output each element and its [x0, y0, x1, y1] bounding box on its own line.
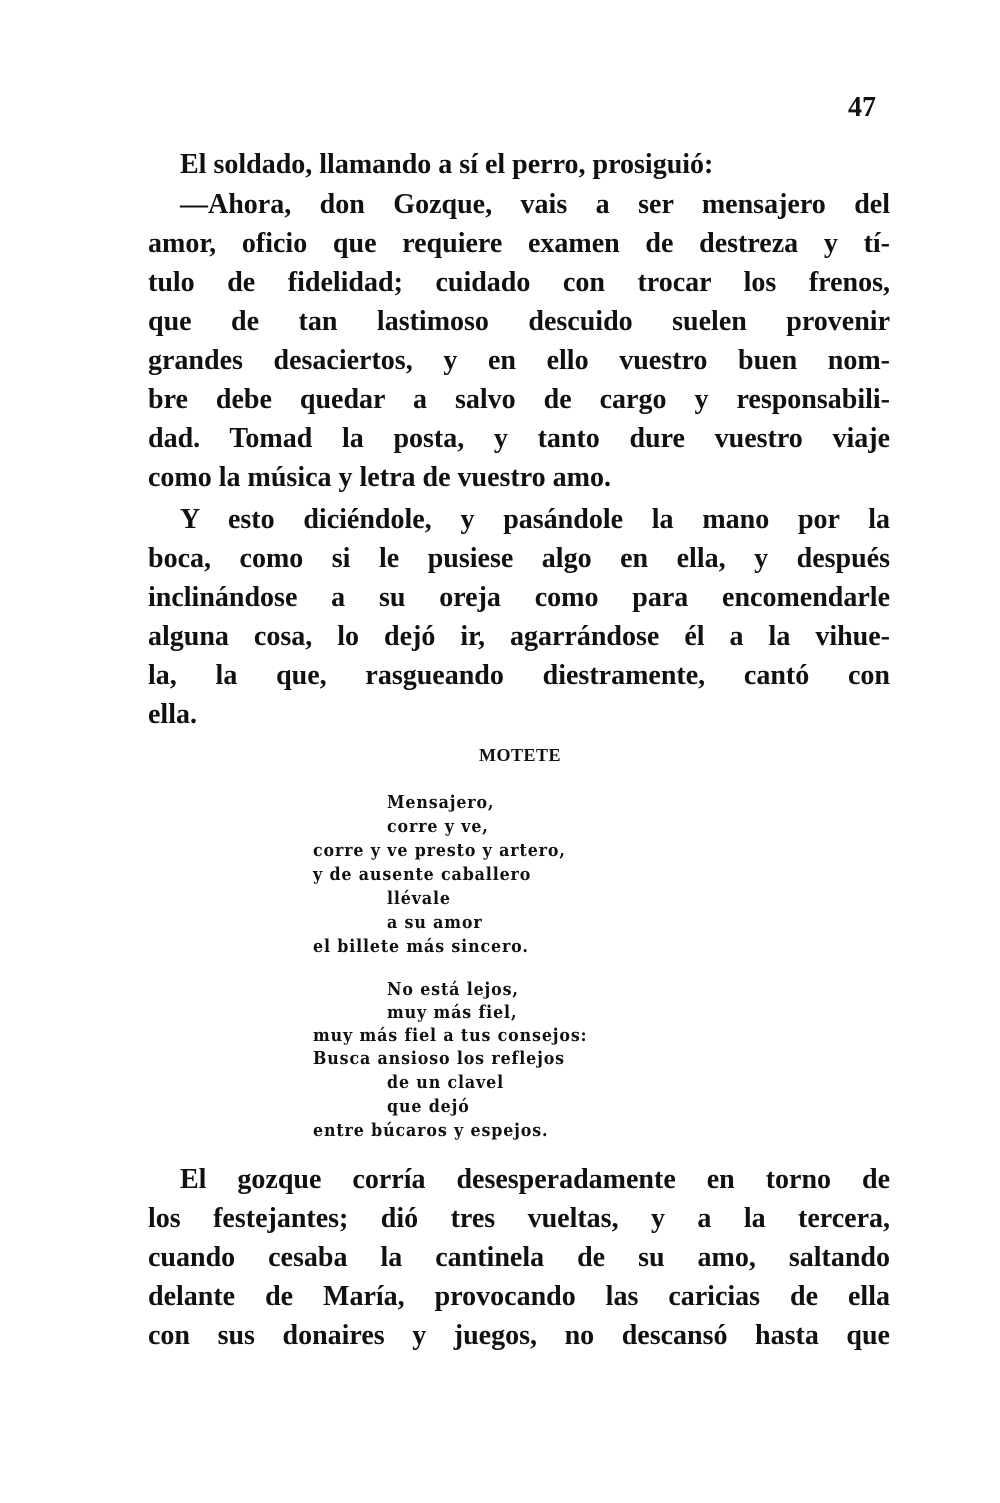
- text-line: la, la que, rasgueando diestramente, cantó con: [148, 660, 890, 691]
- text-line: boca, como si le pusiese algo en ella, y después: [148, 543, 890, 574]
- poem-line: corre y ve,: [387, 816, 489, 837]
- text-line: El soldado, llamando a sí el perro, prosiguió:: [180, 149, 714, 180]
- text-line: —Ahora, don Gozque, vais a ser mensajero del: [180, 189, 890, 220]
- poem-line: de un clavel: [387, 1072, 505, 1093]
- poem-line: el billete más sincero.: [313, 936, 529, 957]
- poem-line: Busca ansioso los reflejos: [313, 1048, 565, 1069]
- text-line: grandes desaciertos, y en ello vuestro buen nom-: [148, 345, 890, 376]
- text-line: como la música y letra de vuestro amo.: [148, 462, 611, 493]
- text-line: tulo de fidelidad; cuidado con trocar los frenos,: [148, 267, 890, 298]
- text-line: alguna cosa, lo dejó ir, agarrándose él a la vihue-: [148, 621, 890, 652]
- text-line: ella.: [148, 699, 197, 730]
- poem-line: llévale: [387, 888, 451, 909]
- text-line: amor, oficio que requiere examen de destreza y tí-: [148, 228, 890, 259]
- text-line: cuando cesaba la cantinela de su amo, saltando: [148, 1242, 890, 1273]
- poem-line: Mensajero,: [387, 792, 495, 813]
- text-line: los festejantes; dió tres vueltas, y a la tercera,: [148, 1203, 890, 1234]
- poem-line: y de ausente caballero: [313, 864, 532, 885]
- text-line: dad. Tomad la posta, y tanto dure vuestro viaje: [148, 423, 890, 454]
- text-line: El gozque corría desesperadamente en torno de: [180, 1164, 890, 1195]
- poem-title: MOTETE: [478, 745, 561, 765]
- page-number: 47: [848, 92, 876, 123]
- poem-line: muy más fiel,: [387, 1002, 518, 1023]
- text-line: que de tan lastimoso descuido suelen provenir: [148, 306, 890, 337]
- text-line: delante de María, provocando las caricias de ella: [148, 1281, 890, 1312]
- text-line: inclinándose a su oreja como para encomendarle: [148, 582, 890, 613]
- poem-line: a su amor: [387, 912, 483, 933]
- poem-line: corre y ve presto y artero,: [313, 840, 566, 861]
- text-line: Y esto diciéndole, y pasándole la mano por la: [180, 504, 890, 535]
- poem-line: muy más fiel a tus consejos:: [313, 1025, 588, 1046]
- text-line: con sus donaires y juegos, no descansó hasta que: [148, 1320, 890, 1351]
- poem-line: No está lejos,: [387, 979, 519, 1000]
- poem-line: que dejó: [387, 1096, 470, 1117]
- poem-line: entre búcaros y espejos.: [313, 1120, 549, 1141]
- text-line: bre debe quedar a salvo de cargo y responsabili-: [148, 384, 890, 415]
